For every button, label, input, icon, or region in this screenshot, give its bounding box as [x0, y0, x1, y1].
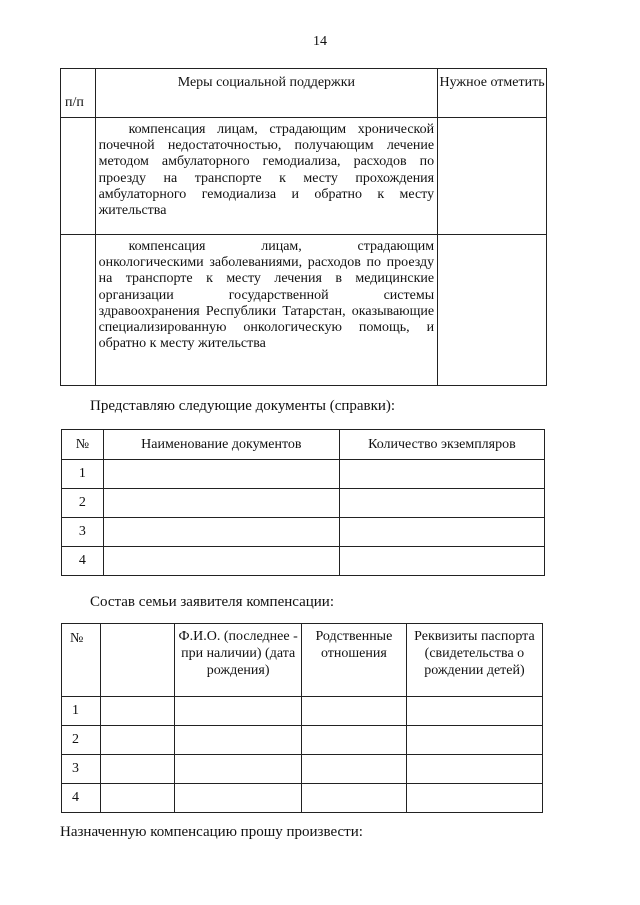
- documents-row: [62, 460, 545, 489]
- family-row-passport[interactable]: [406, 784, 542, 813]
- documents-table: [61, 429, 545, 576]
- documents-row-num: 1: [62, 460, 104, 489]
- family-row-num: 4: [62, 784, 101, 813]
- family-row-num: 3: [62, 755, 101, 784]
- documents-header-name: Наименование документов: [103, 430, 339, 460]
- family-row-relation[interactable]: [301, 697, 406, 726]
- measures-header-measure: Меры социальной поддержки: [95, 69, 438, 118]
- family-row: [62, 697, 543, 726]
- family-row-passport[interactable]: [406, 726, 542, 755]
- family-header-row: [62, 624, 543, 697]
- family-intro: Состав семьи заявителя компенсации:: [90, 594, 335, 610]
- family-row-cell[interactable]: [101, 784, 175, 813]
- family-row-passport[interactable]: [406, 755, 542, 784]
- family-row-fio[interactable]: [175, 697, 302, 726]
- family-table: [61, 623, 543, 813]
- family-header-blank: [101, 624, 175, 697]
- measures-row-text-cell: [95, 118, 438, 235]
- measures-row-text-cell: [95, 235, 438, 386]
- documents-row-num: 3: [62, 518, 104, 547]
- closing-text: Назначенную компенсацию прошу произвести:: [60, 824, 363, 840]
- measures-row-text: компенсация лицам, страдающим хронической почечной недостаточностью, получающим лечение методом амбулаторного гемодиализа, расходов по проезду на транспорте к месту прохождения амбулаторного гемодиализа и обратно к месту жительства: [98, 122, 435, 219]
- documents-row-count[interactable]: [339, 460, 544, 489]
- documents-row-name[interactable]: [103, 547, 339, 576]
- family-header-relation: Родственные отношения: [301, 624, 406, 697]
- measures-row-num: [61, 235, 96, 386]
- documents-row-count[interactable]: [339, 547, 544, 576]
- family-header-fio: Ф.И.О. (последнее - при наличии) (дата рождения): [175, 624, 302, 697]
- measures-table: [60, 68, 547, 386]
- documents-row-name[interactable]: [103, 489, 339, 518]
- documents-row-count[interactable]: [339, 518, 544, 547]
- family-row-fio[interactable]: [175, 755, 302, 784]
- family-row: [62, 784, 543, 813]
- documents-row-num: 4: [62, 547, 104, 576]
- family-row-relation[interactable]: [301, 784, 406, 813]
- measures-row-text: компенсация лицам, страдающим онкологическими заболеваниями, расходов по проезду на транспорте к месту лечения в медицинские организации государственной системы здравоохранения Республики Татарстан, оказывающие специализированную онкологическую помощь, и обратно к месту жительства: [98, 239, 435, 352]
- documents-row: [62, 518, 545, 547]
- documents-row-count[interactable]: [339, 489, 544, 518]
- family-header-num: №: [62, 624, 101, 697]
- documents-row-name[interactable]: [103, 518, 339, 547]
- documents-row-num: 2: [62, 489, 104, 518]
- family-row-cell[interactable]: [101, 726, 175, 755]
- measures-row-mark-cell[interactable]: [438, 235, 547, 386]
- family-row-fio[interactable]: [175, 726, 302, 755]
- documents-header-num: №: [62, 430, 104, 460]
- measures-header-num: п/п: [61, 69, 96, 118]
- family-row: [62, 755, 543, 784]
- family-row-cell[interactable]: [101, 697, 175, 726]
- measures-header-mark: Нужное отметить: [438, 69, 547, 118]
- documents-row-name[interactable]: [103, 460, 339, 489]
- documents-header-count: Количество экземпляров: [339, 430, 544, 460]
- documents-intro: Представляю следующие документы (справки):: [90, 398, 396, 414]
- page-number: 14: [313, 34, 327, 49]
- documents-header-row: [62, 430, 545, 460]
- measures-header-row: [61, 69, 547, 118]
- family-row-cell[interactable]: [101, 755, 175, 784]
- family-row-relation[interactable]: [301, 755, 406, 784]
- measures-row-mark-cell[interactable]: [438, 118, 547, 235]
- family-row-num: 2: [62, 726, 101, 755]
- family-row-relation[interactable]: [301, 726, 406, 755]
- documents-row: [62, 547, 545, 576]
- measures-row: [61, 235, 547, 386]
- documents-row: [62, 489, 545, 518]
- family-row-num: 1: [62, 697, 101, 726]
- measures-row-num: [61, 118, 96, 235]
- family-header-passport: Реквизиты паспорта (свидетельства о рождении детей): [406, 624, 542, 697]
- family-row-fio[interactable]: [175, 784, 302, 813]
- measures-row: [61, 118, 547, 235]
- family-row-passport[interactable]: [406, 697, 542, 726]
- family-row: [62, 726, 543, 755]
